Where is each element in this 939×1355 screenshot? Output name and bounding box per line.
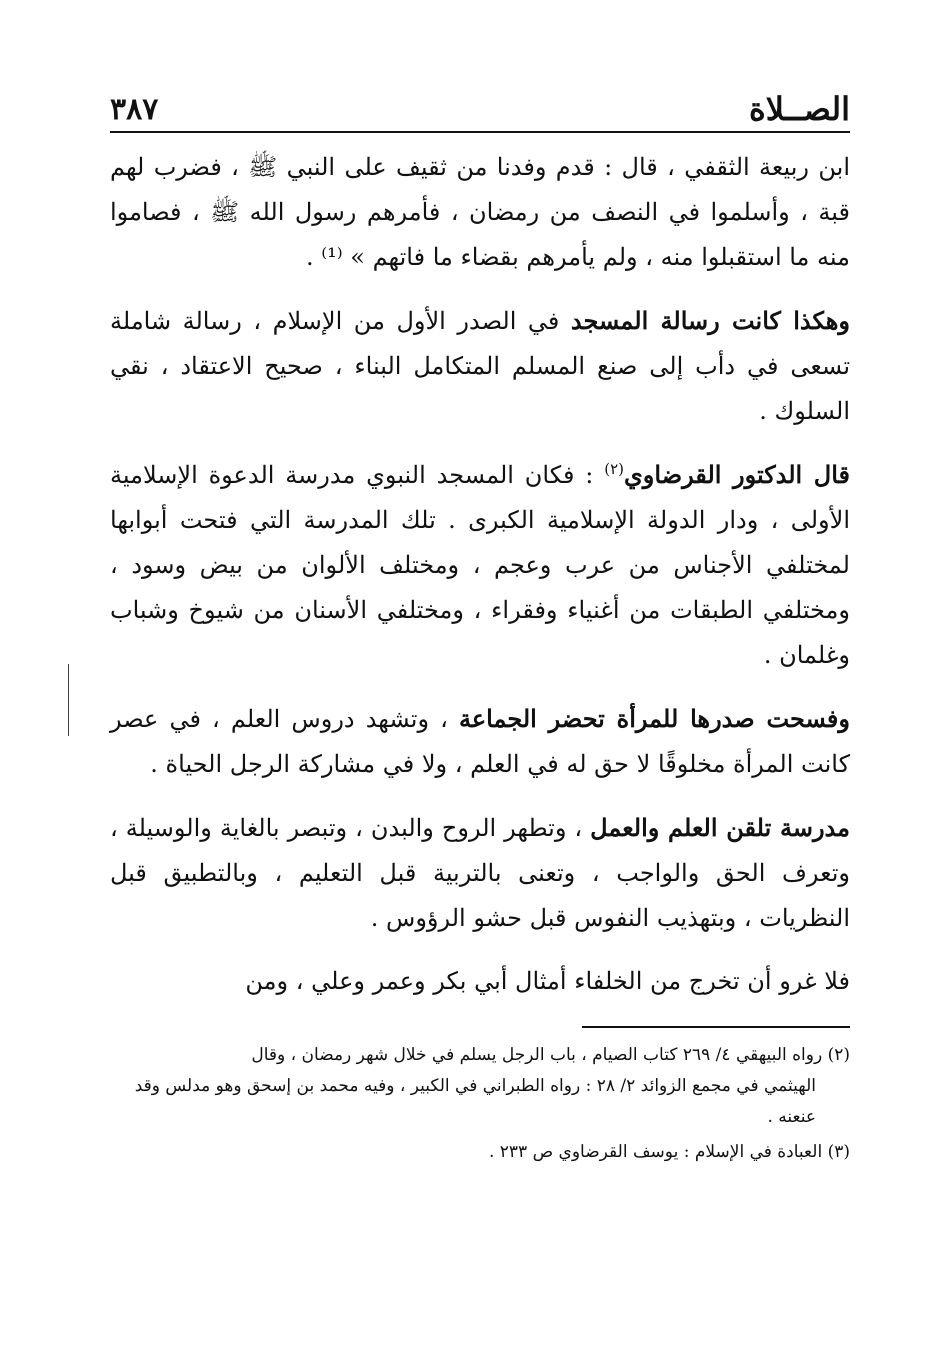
footnote: [110, 1137, 850, 1168]
chapter-title: الصــلاة: [749, 90, 850, 128]
paragraph-lead: مدرسة تلقن العلم والعمل: [590, 813, 850, 842]
page-header: [110, 85, 850, 133]
paragraph-lead: قال الدكتور القرضاوي: [624, 460, 851, 489]
paragraph-text: ، وتشهد دروس العلم ، في عصر كانت المرأة مخلوقًا لا حق له في العلم ، ولا في مشاركة الرجل الحياة .: [110, 705, 850, 778]
footnotes: [110, 1040, 850, 1168]
paragraph: [110, 959, 850, 1004]
paragraph-text: في الصدر الأول من الإسلام ، رسالة شاملة تسعى في دأب إلى صنع المسلم المتكامل البناء ، صحيح الاعتقاد ، نقي السلوك .: [110, 307, 850, 425]
margin-mark: [68, 664, 72, 736]
paragraph-text: ، وتطهر الروح والبدن ، وتبصر بالغاية والوسيلة ، وتعرف الحق والواجب ، وتعنى بالتربية قبل التعليم ، وبالتطبيق قبل النظريات ، وبتهذيب النفوس قبل حشو الرؤوس .: [110, 814, 850, 932]
paragraph: [110, 805, 850, 941]
paragraph-lead: وهكذا كانت رسالة المسجد: [570, 306, 850, 335]
paragraph: [110, 298, 850, 434]
footnote-ref: (٢): [604, 460, 624, 478]
paragraph-text: فلا غرو أن تخرج من الخلفاء أمثال أبي بكر وعمر وعلي ، ومن: [245, 967, 850, 995]
paragraph-lead: وفسحت صدرها للمرأة تحضر الجماعة: [458, 704, 850, 733]
footnote: [110, 1040, 850, 1133]
paragraph: [110, 696, 850, 787]
book-page: [110, 85, 850, 1172]
paragraph: [110, 452, 850, 678]
page-number: ٣٨٧: [110, 92, 159, 127]
paragraph-text: : فكان المسجد النبوي مدرسة الدعوة الإسلامية الأولى ، ودار الدولة الإسلامية الكبرى . تلك المدرسة التي فتحت أبوابها لمختلفي الأجناس من عرب وعجم ، ومختلف الألوان من بيض وسود ، ومختلفي الطبقات من أغنياء وفقراء ، ومختلفي الأسنان من شيوخ وشباب وغلمان .: [110, 461, 850, 669]
paragraph-text: ابن ربيعة الثقفي ، قال : قدم وفدنا من ثقيف على النبي ﷺ ، فضرب لهم قبة ، وأسلموا في النصف من رمضان ، فأمرهم رسول الله ﷺ ، فصاموا منه ما استقبلوا منه ، ولم يأمرهم بقضاء ما فاتهم » ⁽¹⁾ .: [110, 153, 850, 271]
footnote-text: العبادة في الإسلام : يوسف القرضاوي ص ٢٣٣ .: [488, 1142, 823, 1162]
footnote-marker: (٣): [827, 1142, 850, 1162]
paragraph: [110, 145, 850, 280]
footnote-separator: [582, 1026, 850, 1028]
footnote-continuation: الهيثمي في مجمع الزوائد ٢/ ٢٨ : رواه الطبراني في الكبير ، وفيه محمد بن إسحق وهو مدلس وقد عنعنه .: [134, 1076, 816, 1127]
body-text: [110, 145, 850, 1004]
footnote-marker: (٢): [827, 1045, 850, 1065]
footnote-text: رواه البيهقي ٤/ ٢٦٩ كتاب الصيام ، باب الرجل يسلم في خلال شهر رمضان ، وقال: [251, 1045, 823, 1065]
